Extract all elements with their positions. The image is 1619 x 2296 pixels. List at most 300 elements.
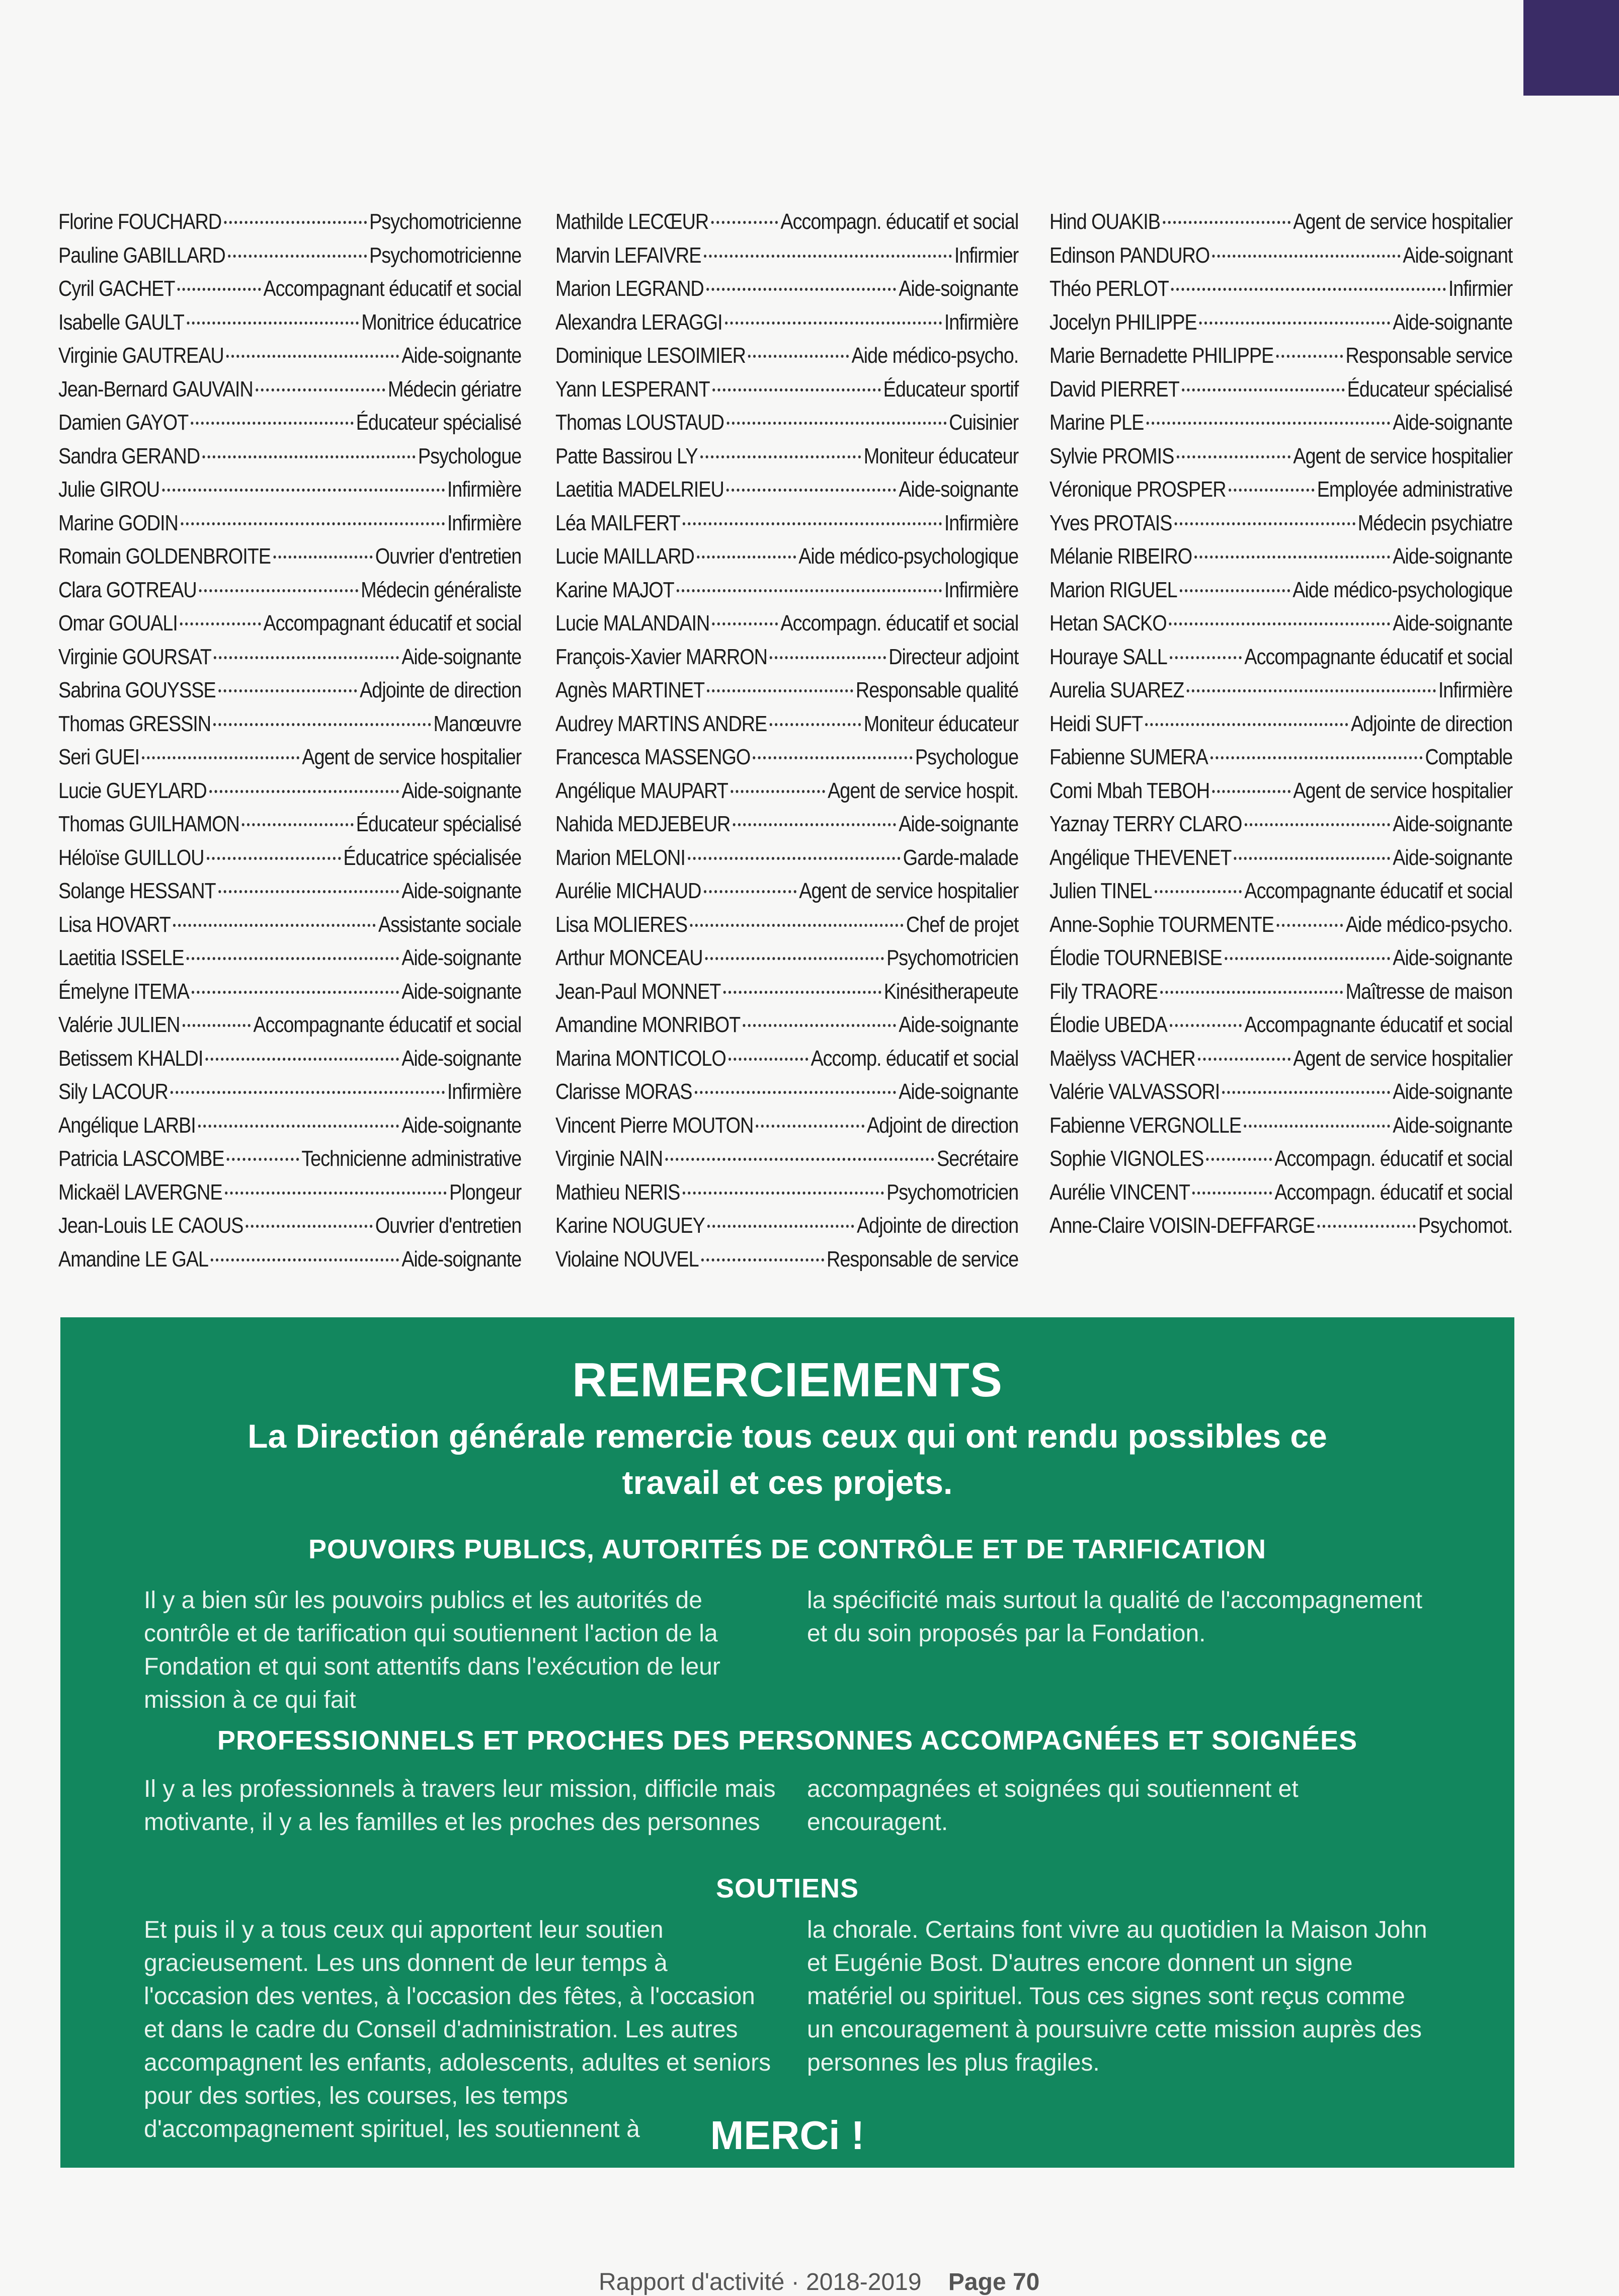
staff-name: Houraye SALL — [1049, 644, 1167, 669]
dot-leader — [706, 268, 896, 291]
staff-role: Aide médico-psychologique — [1292, 577, 1513, 602]
staff-role: Psychologue — [418, 443, 522, 468]
staff-role: Moniteur éducateur — [863, 711, 1019, 736]
staff-role: Garde-malade — [903, 845, 1019, 870]
staff-name: Léa MAILFERT — [555, 510, 680, 535]
dot-leader — [728, 1038, 808, 1061]
staff-name: Amandine LE GAL — [58, 1246, 208, 1272]
section-text-public-authorities-left: Il y a bien sûr les pouvoirs publics et les autorités de contrôle et de tarification qui soutiennent l'action de la Fondation et qui sont attentifs dans l'exécution de leur mission à ce qui fait — [144, 1587, 720, 1713]
staff-role: Aide-soignante — [1393, 1079, 1513, 1104]
dot-leader — [192, 971, 399, 994]
staff-role: Adjoint de direction — [866, 1113, 1019, 1138]
staff-role: Adjointe de direction — [359, 678, 522, 702]
thanks-title: REMERCIEMENTS — [572, 1353, 1003, 1407]
dot-leader — [677, 569, 942, 592]
section-heading-public-authorities: POUVOIRS PUBLICS, AUTORITÉS DE CONTRÔLE ET DE TARIFICATION — [308, 1534, 1267, 1564]
staff-role: Accompagnante éducatif et social — [1244, 879, 1513, 903]
staff-role: Aide-soignante — [899, 1079, 1019, 1104]
staff-name: Fily TRAORE — [1049, 979, 1158, 1004]
staff-name: Romain GOLDENBROITE — [58, 544, 271, 569]
staff-role: Agent de service hospitalier — [1293, 1046, 1513, 1071]
staff-role: Adjointe de direction — [1350, 711, 1513, 736]
staff-name: David PIERRET — [1049, 376, 1179, 402]
staff-role: Accomp. éducatif et social — [811, 1046, 1019, 1071]
staff-role: Aide-soignante — [401, 1046, 522, 1071]
dot-leader — [1171, 268, 1446, 291]
staff-row — [1049, 1209, 1512, 1243]
dot-leader — [1192, 1171, 1272, 1195]
staff-role: Aide-soignante — [899, 1012, 1019, 1037]
dot-leader — [198, 1104, 399, 1128]
staff-name: Marine GODIN — [58, 510, 178, 535]
staff-name: Yaznay TERRY CLARO — [1049, 812, 1242, 836]
staff-name: Véronique PROSPER — [1049, 477, 1226, 502]
staff-name: Émelyne ITEMA — [58, 979, 189, 1004]
corner-tab — [1523, 0, 1619, 96]
staff-role: Ouvrier d'entretien — [375, 1213, 522, 1238]
staff-name: Jocelyn PHILIPPE — [1049, 309, 1197, 335]
staff-role: Aide-soignante — [401, 644, 522, 669]
staff-name: Anne-Claire VOISIN-DEFFARGE — [1049, 1213, 1315, 1238]
dot-leader — [246, 1205, 373, 1228]
dot-leader — [1276, 904, 1343, 927]
staff-role: Assistante sociale — [378, 912, 522, 937]
staff-name: Laetitia ISSELE — [58, 945, 184, 970]
dot-leader — [1222, 1071, 1390, 1094]
staff-name: Yves PROTAIS — [1049, 510, 1172, 535]
dot-leader — [209, 770, 399, 793]
staff-row — [1049, 1109, 1512, 1143]
dot-leader — [1225, 937, 1390, 960]
staff-name: Marie Bernadette PHILIPPE — [1049, 343, 1274, 368]
dot-leader — [273, 535, 372, 559]
dot-leader — [187, 937, 399, 960]
staff-name: Karine MAJOT — [555, 577, 674, 602]
dot-leader — [218, 870, 399, 893]
dot-leader — [770, 636, 886, 659]
staff-name: Arthur MONCEAU — [555, 945, 703, 970]
staff-role: Moniteur éducateur — [863, 443, 1019, 468]
staff-name: Maëlyss VACHER — [1049, 1046, 1195, 1071]
staff-role: Psychomot. — [1418, 1213, 1513, 1238]
staff-row — [555, 574, 1018, 607]
footer-page-number: Page 70 — [948, 2269, 1040, 2295]
thanks-closing: MERCi ! — [710, 2113, 865, 2158]
staff-role: Maîtresse de maison — [1345, 979, 1513, 1004]
staff-role: Psychomotricien — [886, 1179, 1019, 1205]
dot-leader — [214, 636, 399, 659]
staff-role: Infirmier — [954, 243, 1019, 268]
dot-leader — [1175, 502, 1355, 525]
footer-report: Rapport d'activité · 2018-2019 — [599, 2269, 922, 2295]
staff-role: Accompagn. éducatif et social — [1274, 1146, 1513, 1171]
staff-role: Accompagnant éducatif et social — [263, 611, 522, 636]
staff-name: Aurélie VINCENT — [1049, 1179, 1190, 1205]
staff-name: Damien GAYOT — [58, 410, 189, 435]
staff-name: Marvin LEFAIVRE — [555, 243, 701, 268]
staff-name: Thomas GUILHAMON — [58, 812, 239, 836]
staff-name: Florine FOUCHARD — [58, 209, 222, 234]
dot-leader — [1212, 770, 1290, 793]
dot-leader — [1145, 703, 1348, 726]
dot-leader — [743, 1004, 896, 1027]
staff-list — [0, 205, 1619, 1287]
staff-role: Agent de service hospitalier — [1293, 209, 1513, 234]
staff-row — [58, 574, 521, 607]
staff-role: Aide-soignante — [401, 879, 522, 903]
staff-role: Accompagnante éducatif et social — [253, 1012, 522, 1037]
staff-role: Aide-soignante — [899, 276, 1019, 301]
staff-name: Angélique LARBI — [58, 1113, 196, 1138]
staff-role: Psychomotricienne — [369, 243, 522, 268]
dot-leader — [712, 602, 778, 625]
staff-name: Jean-Paul MONNET — [555, 979, 721, 1004]
staff-column-3 — [1049, 205, 1512, 1243]
staff-name: Aurelia SUAREZ — [1049, 678, 1184, 702]
staff-role: Aide-soignante — [1393, 544, 1513, 569]
dot-leader — [726, 468, 896, 492]
dot-leader — [1176, 435, 1290, 458]
staff-name: Aurélie MICHAUD — [555, 879, 701, 903]
staff-name: Seri GUEI — [58, 745, 140, 769]
section-text-public-authorities-right: la spécificité mais surtout la qualité de l'accompagnement et du soin proposés par la Fondation. — [807, 1587, 1423, 1647]
dot-leader — [697, 535, 796, 559]
staff-role: Infirmière — [944, 577, 1019, 602]
dot-leader — [173, 904, 376, 927]
staff-role: Technicienne administrative — [301, 1146, 522, 1171]
staff-role: Kinésitherapeute — [883, 979, 1019, 1004]
staff-name: Clarisse MORAS — [555, 1079, 692, 1104]
dot-leader — [202, 435, 416, 458]
staff-name: Fabienne SUMERA — [1049, 745, 1208, 769]
staff-role: Ouvrier d'entretien — [375, 544, 522, 569]
dot-leader — [162, 468, 444, 492]
staff-role: Aide-soignante — [401, 979, 522, 1004]
dot-leader — [1194, 535, 1390, 559]
dot-leader — [1245, 803, 1390, 826]
thanks-panel — [60, 1317, 1514, 2168]
dot-leader — [1234, 837, 1390, 860]
staff-name: Valérie JULIEN — [58, 1012, 180, 1037]
staff-role: Plongeur — [449, 1179, 522, 1205]
staff-role: Accompagnant éducatif et social — [263, 276, 522, 301]
staff-name: Thomas GRESSIN — [58, 711, 211, 736]
staff-name: François-Xavier MARRON — [555, 644, 767, 669]
staff-row — [1049, 841, 1512, 875]
staff-name: Comi Mbah TEBOH — [1049, 778, 1210, 803]
dot-leader — [1186, 669, 1435, 692]
staff-name: Clara GOTREAU — [58, 577, 197, 602]
staff-role: Aide-soignante — [401, 1246, 522, 1272]
dot-leader — [1210, 736, 1422, 759]
staff-name: Hind OUAKIB — [1049, 209, 1160, 234]
section-text-professionals-left: Il y a les professionnels à travers leur mission, difficile mais motivante, il y a les familles et les proches des personnes — [144, 1776, 776, 1836]
dot-leader — [211, 1238, 399, 1261]
staff-role: Éducateur spécialisé — [356, 812, 522, 836]
staff-name: Théo PERLOT — [1049, 276, 1169, 301]
staff-role: Aide-soignante — [1393, 945, 1513, 970]
dot-leader — [753, 736, 912, 759]
dot-leader — [227, 1138, 299, 1161]
staff-name: Marion MELONI — [555, 845, 685, 870]
staff-name: Angélique MAUPART — [555, 778, 728, 803]
staff-role: Accompagn. éducatif et social — [1274, 1179, 1513, 1205]
staff-name: Julie GIROU — [58, 477, 160, 502]
staff-name: Fabienne VERGNOLLE — [1049, 1113, 1242, 1138]
staff-role: Accompagn. éducatif et social — [780, 611, 1019, 636]
dot-leader — [1180, 569, 1290, 592]
dot-leader — [225, 1171, 447, 1195]
staff-role: Agent de service hospitalier — [1293, 443, 1513, 468]
dot-leader — [1170, 636, 1242, 659]
dot-leader — [690, 904, 904, 927]
staff-name: Pauline GABILLARD — [58, 243, 225, 268]
dot-leader — [1160, 971, 1343, 994]
dot-leader — [205, 1038, 399, 1061]
dot-leader — [688, 837, 901, 860]
staff-row — [1049, 1176, 1512, 1210]
staff-name: Cyril GACHET — [58, 276, 175, 301]
staff-name: Angélique THEVENET — [1049, 845, 1232, 870]
staff-role: Aide médico-psychologique — [798, 544, 1019, 569]
dot-leader — [181, 502, 445, 525]
staff-name: Amandine MONRIBOT — [555, 1012, 741, 1037]
staff-role: Aide-soignante — [1393, 410, 1513, 435]
staff-role: Agent de service hospit. — [828, 778, 1019, 803]
staff-role: Employée administrative — [1317, 477, 1513, 502]
staff-name: Mathieu NERIS — [555, 1179, 680, 1205]
dot-leader — [213, 703, 431, 726]
staff-role: Éducatrice spécialisée — [343, 845, 522, 870]
staff-role: Manœuvre — [433, 711, 522, 736]
staff-name: Marine PLE — [1049, 410, 1144, 435]
staff-role: Aide-soignante — [1393, 812, 1513, 836]
dot-leader — [731, 770, 825, 793]
staff-name: Sylvie PROMIS — [1049, 443, 1174, 468]
staff-role: Comptable — [1425, 745, 1513, 769]
dot-leader — [704, 234, 952, 258]
staff-role: Secrétaire — [937, 1146, 1019, 1171]
dot-leader — [1317, 1205, 1415, 1228]
dot-leader — [756, 1104, 864, 1128]
staff-name: Marion RIGUEL — [1049, 577, 1177, 602]
staff-role: Chef de projet — [906, 912, 1019, 937]
staff-name: Lucie MALANDAIN — [555, 611, 710, 636]
dot-leader — [1206, 1138, 1272, 1161]
staff-role: Éducateur spécialisé — [356, 410, 522, 435]
dot-leader — [171, 1071, 445, 1094]
dot-leader — [726, 402, 946, 425]
staff-role: Aide-soignante — [1393, 309, 1513, 335]
staff-name: Lucie GUEYLARD — [58, 778, 207, 803]
staff-name: Patte Bassirou LY — [555, 443, 698, 468]
dot-leader — [707, 669, 853, 692]
staff-role: Psychomotricien — [886, 945, 1019, 970]
staff-role: Aide-soignante — [401, 343, 522, 368]
staff-role: Aide-soignante — [401, 1113, 522, 1138]
staff-role: Infirmière — [447, 477, 522, 502]
section-text-professionals-right: accompagnées et soignées qui soutiennent et encouragent. — [807, 1776, 1299, 1836]
staff-name: Élodie UBEDA — [1049, 1012, 1167, 1037]
staff-role: Aide médico-psycho. — [1345, 912, 1513, 937]
staff-role: Éducateur spécialisé — [1347, 376, 1513, 402]
staff-name: Mathilde LECŒUR — [555, 209, 709, 234]
staff-name: Jean-Bernard GAUVAIN — [58, 376, 253, 402]
staff-role: Agent de service hospitalier — [799, 879, 1019, 903]
dot-leader — [224, 201, 367, 224]
dot-leader — [707, 1205, 854, 1228]
staff-role: Accompagnante éducatif et social — [1244, 1012, 1513, 1037]
staff-role: Aide-soignante — [899, 477, 1019, 502]
staff-name: Sabrina GOUYSSE — [58, 678, 216, 702]
staff-name: Betissem KHALDI — [58, 1046, 203, 1071]
thanks-subtitle: La Direction générale remercie tous ceux qui ont rendu possibles ce travail et ces projets. — [248, 1417, 1327, 1501]
dot-leader — [1229, 468, 1315, 492]
staff-role: Aide-soignante — [1393, 611, 1513, 636]
staff-name: Laetitia MADELRIEU — [555, 477, 724, 502]
dot-leader — [199, 569, 358, 592]
dot-leader — [748, 335, 849, 358]
staff-role: Aide-soignante — [1393, 845, 1513, 870]
staff-role: Aide-soignante — [1393, 1113, 1513, 1138]
staff-role: Psychologue — [915, 745, 1019, 769]
staff-role: Adjointe de direction — [856, 1213, 1019, 1238]
staff-row — [58, 1243, 521, 1277]
dot-leader — [1199, 301, 1390, 325]
staff-role: Aide-soignante — [401, 778, 522, 803]
dot-leader — [700, 435, 861, 458]
staff-role: Monitrice éducatrice — [361, 309, 522, 335]
staff-name: Valérie VALVASSORI — [1049, 1079, 1220, 1104]
staff-column-2 — [555, 205, 1018, 1276]
dot-leader — [701, 1238, 824, 1261]
staff-role: Accompagn. éducatif et social — [780, 209, 1019, 234]
staff-name: Yann LESPERANT — [555, 376, 710, 402]
staff-name: Élodie TOURNEBISE — [1049, 945, 1222, 970]
staff-role: Éducateur sportif — [883, 376, 1019, 402]
staff-role: Aide-soignante — [401, 945, 522, 970]
dot-leader — [712, 368, 881, 391]
staff-name: Marina MONTICOLO — [555, 1046, 726, 1071]
staff-role: Médecin psychiatre — [1357, 510, 1513, 535]
staff-name: Alexandra LERAGGI — [555, 309, 722, 335]
dot-leader — [1147, 402, 1390, 425]
staff-role: Infirmière — [1438, 678, 1513, 702]
staff-role: Médecin gériatre — [387, 376, 522, 402]
staff-role: Psychomotricienne — [369, 209, 522, 234]
staff-name: Virginie GOURSAT — [58, 644, 211, 669]
dot-leader — [723, 971, 881, 994]
staff-role: Médecin généraliste — [361, 577, 522, 602]
section-heading-professionals: PROFESSIONNELS ET PROCHES DES PERSONNES ACCOMPAGNÉES ET SOIGNÉES — [217, 1725, 1358, 1756]
section-text-supports-left: Et puis il y a tous ceux qui apportent leur soutien gracieusement. Les uns donnent de leur temps à l'occasion des ventes, à l'occasion des fêtes, à l'occasion et dans le cadre du Conseil d'administration. Les autres accompagnent les enfants, adolescents, adultes et seniors pour des sorties, les courses, les temps d'accompagnement spirituel, les soutiennent à — [144, 1917, 771, 2143]
staff-role: Infirmière — [944, 309, 1019, 335]
staff-name: Jean-Louis LE CAOUS — [58, 1213, 244, 1238]
dot-leader — [1155, 870, 1242, 893]
dot-leader — [665, 1138, 934, 1161]
staff-name: Violaine NOUVEL — [555, 1246, 699, 1272]
staff-name: Patricia LASCOMBE — [58, 1146, 224, 1171]
dot-leader — [226, 335, 399, 358]
staff-row — [58, 239, 521, 273]
dot-leader — [183, 1004, 251, 1027]
staff-row — [1049, 607, 1512, 641]
dot-leader — [1244, 1104, 1390, 1128]
dot-leader — [695, 1071, 896, 1094]
staff-role: Aide-soignante — [899, 812, 1019, 836]
staff-row — [1049, 1142, 1512, 1176]
staff-role: Agent de service hospitalier — [302, 745, 522, 769]
dot-leader — [191, 402, 353, 425]
staff-role: Infirmière — [944, 510, 1019, 535]
staff-name: Anne-Sophie TOURMENTE — [1049, 912, 1274, 937]
section-heading-supports: SOUTIENS — [715, 1873, 859, 1904]
staff-name: Sandra GERAND — [58, 443, 200, 468]
staff-name: Mickaël LAVERGNE — [58, 1179, 222, 1205]
staff-name: Sophie VIGNOLES — [1049, 1146, 1204, 1171]
staff-name: Hetan SACKO — [1049, 611, 1167, 636]
dot-leader — [769, 703, 861, 726]
dot-leader — [256, 368, 385, 391]
dot-leader — [1182, 368, 1345, 391]
staff-name: Vincent Pierre MOUTON — [555, 1113, 754, 1138]
section-text-supports-right: la chorale. Certains font vivre au quotidien la Maison John et Eugénie Bost. D'autres encore donnent un signe matériel ou spirituel. Tous ces signes sont reçus comme un encouragement à poursuivre cette mission auprès des personnes les plus fragiles. — [807, 1917, 1427, 2076]
staff-column-1 — [58, 205, 521, 1276]
staff-name: Nahida MEDJEBEUR — [555, 812, 731, 836]
staff-name: Julien TINEL — [1049, 879, 1152, 903]
dot-leader — [1163, 201, 1290, 224]
staff-name: Audrey MARTINS ANDRE — [555, 711, 767, 736]
dot-leader — [1276, 335, 1343, 358]
staff-name: Dominique LESOIMIER — [555, 343, 746, 368]
staff-row — [58, 975, 521, 1009]
staff-name: Marion LEGRAND — [555, 276, 704, 301]
dot-leader — [1169, 602, 1390, 625]
dot-leader — [683, 1171, 884, 1195]
dot-leader — [1212, 234, 1400, 258]
dot-leader — [725, 301, 942, 325]
staff-role: Accompagnante éducatif et social — [1244, 644, 1513, 669]
staff-role: Responsable de service — [827, 1246, 1019, 1272]
staff-name: Sily LACOUR — [58, 1079, 168, 1104]
staff-name: Virginie NAIN — [555, 1146, 663, 1171]
dot-leader — [178, 268, 261, 291]
staff-role: Responsable qualité — [855, 678, 1019, 702]
dot-leader — [242, 803, 353, 826]
staff-role: Responsable service — [1345, 343, 1513, 368]
dot-leader — [704, 870, 797, 893]
dot-leader — [683, 502, 942, 525]
staff-name: Héloïse GUILLOU — [58, 845, 204, 870]
dot-leader — [1198, 1038, 1290, 1061]
staff-role: Aide-soignant — [1403, 243, 1513, 268]
staff-name: Solange HESSANT — [58, 879, 216, 903]
staff-role: Infirmier — [1448, 276, 1513, 301]
dot-leader — [1170, 1004, 1242, 1027]
staff-name: Karine NOUGUEY — [555, 1213, 705, 1238]
staff-name: Heidi SUFT — [1049, 711, 1143, 736]
dot-leader — [218, 669, 357, 692]
staff-name: Agnès MARTINET — [555, 678, 705, 702]
staff-name: Lisa MOLIERES — [555, 912, 688, 937]
staff-role: Infirmière — [447, 510, 522, 535]
dot-leader — [711, 201, 778, 224]
dot-leader — [705, 937, 884, 960]
staff-name: Francesca MASSENGO — [555, 745, 751, 769]
staff-name: Mélanie RIBEIRO — [1049, 544, 1192, 569]
staff-role: Infirmière — [447, 1079, 522, 1104]
staff-name: Isabelle GAULT — [58, 309, 184, 335]
